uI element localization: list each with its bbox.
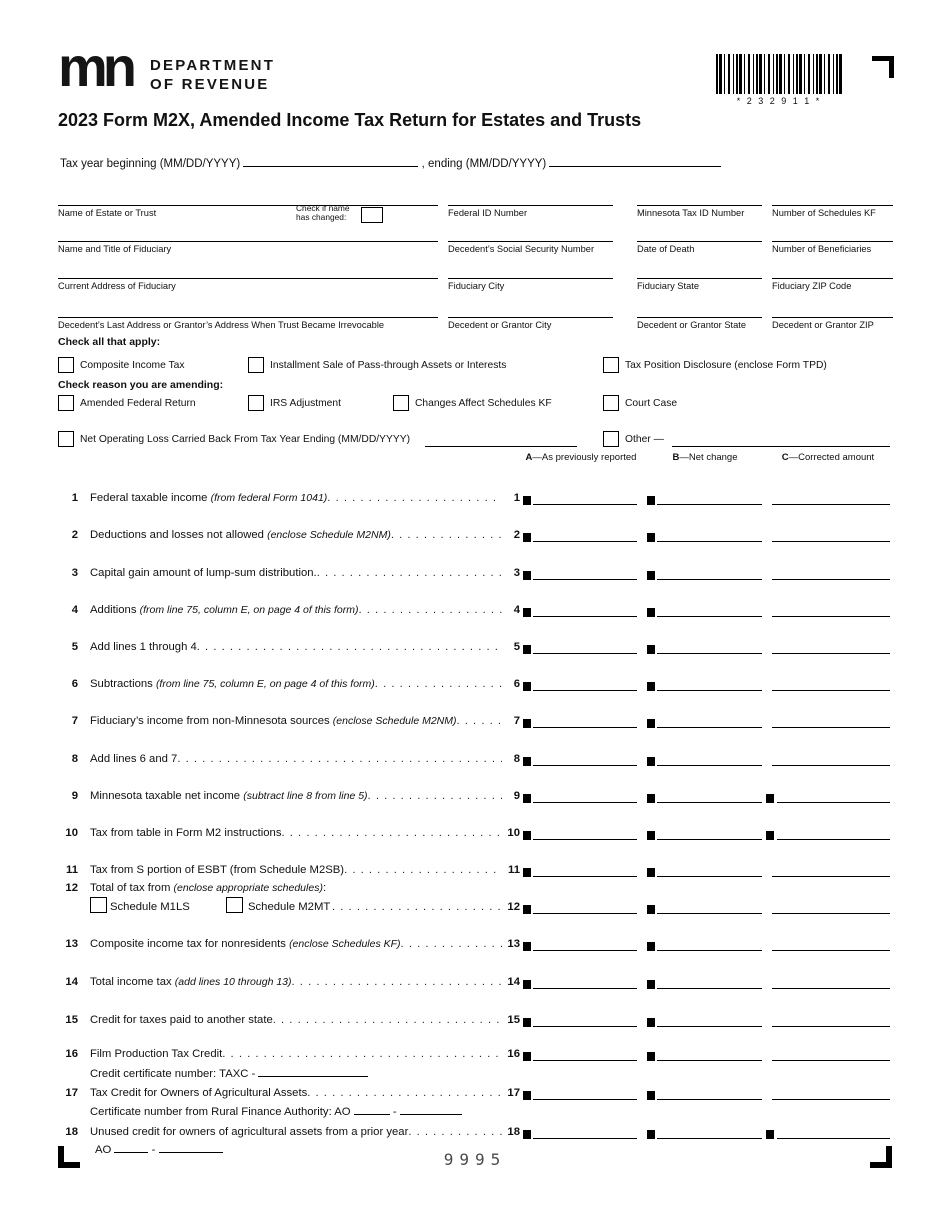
scan-square-a bbox=[523, 496, 531, 505]
scan-square-a bbox=[523, 980, 531, 989]
rural-finance-authority-label: Certificate number from Rural Finance Authority: AO bbox=[90, 1106, 351, 1118]
field-fiduciary-city[interactable] bbox=[448, 278, 613, 291]
checkbox-other[interactable] bbox=[603, 431, 619, 447]
form-line-4 bbox=[0, 602, 950, 618]
field-decedent-ssn[interactable] bbox=[448, 241, 613, 254]
checkbox-composite-income-tax[interactable] bbox=[58, 357, 74, 373]
amount-b-field[interactable] bbox=[657, 676, 762, 691]
column-header-c bbox=[764, 452, 892, 463]
scan-square-b bbox=[647, 1130, 655, 1139]
dotted-leader bbox=[222, 1046, 502, 1062]
field-number-schedules-kf[interactable] bbox=[772, 205, 893, 218]
line-description: Federal taxable income (from federal Form 1041) bbox=[90, 492, 328, 504]
scan-square-b bbox=[647, 942, 655, 951]
amount-c-field[interactable] bbox=[772, 565, 890, 580]
mn-logo: mn bbox=[58, 35, 132, 98]
scan-square-b bbox=[647, 1091, 655, 1100]
scan-square-a bbox=[523, 719, 531, 728]
amount-b-field[interactable] bbox=[657, 713, 762, 728]
dept-line1: DEPARTMENT bbox=[150, 57, 276, 74]
label-schedule-m1ls: Schedule M1LS bbox=[110, 901, 190, 913]
line-number: 17 bbox=[65, 1087, 78, 1099]
line-number: 4 bbox=[71, 604, 78, 616]
line-16-certificate-row bbox=[90, 1066, 368, 1082]
check-all-that-apply-heading: Check all that apply: bbox=[58, 336, 161, 348]
amount-a-field[interactable] bbox=[533, 974, 637, 989]
line-number: 2 bbox=[71, 529, 78, 541]
line-number-right: 17 bbox=[507, 1087, 520, 1099]
label-composite-income-tax: Composite Income Tax bbox=[80, 360, 185, 371]
scan-square-a bbox=[523, 942, 531, 951]
form-line-1 bbox=[0, 490, 950, 506]
line-number-right: 2 bbox=[513, 529, 520, 541]
scan-square-a bbox=[523, 1091, 531, 1100]
scan-square-b bbox=[647, 868, 655, 877]
field-fiduciary-zip[interactable] bbox=[772, 278, 893, 291]
check-if-name-line1: Check if name bbox=[296, 203, 350, 213]
amount-c-field[interactable] bbox=[777, 788, 890, 803]
amount-a-field[interactable] bbox=[533, 788, 637, 803]
scan-square-b bbox=[647, 645, 655, 654]
dotted-leader bbox=[197, 639, 502, 655]
field-label: Name of Estate or Trust bbox=[58, 208, 157, 218]
form-line-2 bbox=[0, 527, 950, 543]
column-header-b bbox=[645, 452, 765, 463]
line-number: 12 bbox=[65, 882, 78, 894]
amount-b-field[interactable] bbox=[657, 936, 762, 951]
amount-c-field[interactable] bbox=[772, 899, 890, 914]
line-number-right: 12 bbox=[507, 901, 520, 913]
checkbox-tax-position-disclosure[interactable] bbox=[603, 357, 619, 373]
scan-square-a bbox=[523, 905, 531, 914]
scan-square-a bbox=[523, 1130, 531, 1139]
reason-amending-heading: Check reason you are amending: bbox=[58, 379, 224, 391]
scan-square-a bbox=[523, 868, 531, 877]
line-number: 1 bbox=[71, 492, 78, 504]
label-installment-sale: Installment Sale of Pass-through Assets or Interests bbox=[270, 360, 507, 371]
amount-b-field[interactable] bbox=[657, 1046, 762, 1061]
scan-square-a bbox=[523, 757, 531, 766]
amount-c-field[interactable] bbox=[772, 1012, 890, 1027]
amount-b-field[interactable] bbox=[657, 1085, 762, 1100]
line-number-right: 5 bbox=[513, 641, 520, 653]
amount-a-field[interactable] bbox=[533, 713, 637, 728]
label-court-case: Court Case bbox=[625, 398, 678, 409]
dotted-leader bbox=[281, 825, 502, 841]
line-description: Add lines 1 through 4 bbox=[90, 641, 197, 653]
ao-number-input-1[interactable] bbox=[354, 1104, 390, 1115]
line-number: 3 bbox=[71, 567, 78, 579]
tax-year-beginning-input[interactable] bbox=[243, 155, 418, 167]
line-number-right: 15 bbox=[507, 1014, 520, 1026]
scan-square-a bbox=[523, 608, 531, 617]
field-label: Decedent’s Social Security Number bbox=[448, 244, 595, 254]
amount-b-field[interactable] bbox=[657, 565, 762, 580]
dash: - bbox=[392, 1106, 397, 1118]
amount-a-field[interactable] bbox=[533, 899, 637, 914]
form-line-16 bbox=[0, 1046, 950, 1062]
scan-square-a bbox=[523, 794, 531, 803]
field-label: Number of Schedules KF bbox=[772, 208, 876, 218]
amount-b-field[interactable] bbox=[657, 1012, 762, 1027]
line-number: 15 bbox=[65, 1014, 78, 1026]
dotted-leader bbox=[344, 862, 502, 878]
line-description: Film Production Tax Credit bbox=[90, 1048, 223, 1060]
scan-square-b bbox=[647, 682, 655, 691]
scan-square-a bbox=[523, 1052, 531, 1061]
scan-square-c bbox=[766, 831, 774, 840]
column-c-label: —Corrected amount bbox=[788, 452, 875, 463]
dotted-leader bbox=[317, 565, 502, 581]
scan-square-b bbox=[647, 980, 655, 989]
form-line-7 bbox=[0, 713, 950, 729]
field-label: Decedent or Grantor ZIP bbox=[772, 320, 874, 330]
amount-c-field[interactable] bbox=[772, 676, 890, 691]
dotted-leader bbox=[375, 676, 502, 692]
amount-c-field[interactable] bbox=[772, 1085, 890, 1100]
barcode bbox=[716, 54, 842, 94]
line-number: 14 bbox=[65, 976, 78, 988]
scan-square-a bbox=[523, 682, 531, 691]
field-label: Current Address of Fiduciary bbox=[58, 281, 176, 291]
field-label: Minnesota Tax ID Number bbox=[637, 208, 745, 218]
field-label: Decedent’s Last Address or Grantor’s Address When Trust Became Irrevocable bbox=[58, 320, 385, 330]
line-description: Additions (from line 75, column E, on page 4 of this form) bbox=[90, 604, 359, 616]
scan-square-b bbox=[647, 533, 655, 542]
label-tax-position-disclosure: Tax Position Disclosure (enclose Form TPD) bbox=[625, 360, 827, 371]
amount-c-field[interactable] bbox=[772, 527, 890, 542]
amount-a-field[interactable] bbox=[533, 527, 637, 542]
dotted-leader bbox=[307, 1085, 502, 1101]
line-description: Unused credit for owners of agricultural assets from a prior year bbox=[90, 1126, 409, 1138]
field-label: Fiduciary State bbox=[637, 281, 700, 291]
column-c-letter: C bbox=[781, 452, 789, 463]
scan-square-c bbox=[766, 794, 774, 803]
scan-square-b bbox=[647, 905, 655, 914]
field-label: Decedent or Grantor State bbox=[637, 320, 747, 330]
line-description: Fiduciary’s income from non-Minnesota sources (enclose Schedule M2NM) bbox=[90, 715, 457, 727]
line-number-right: 6 bbox=[513, 678, 520, 690]
dotted-leader bbox=[358, 602, 502, 618]
label-amended-federal-return: Amended Federal Return bbox=[80, 398, 196, 409]
field-label: Name and Title of Fiduciary bbox=[58, 244, 172, 254]
scan-square-b bbox=[647, 831, 655, 840]
line-description: Total income tax (add lines 10 through 13) bbox=[90, 976, 292, 988]
checkbox-net-operating-loss[interactable] bbox=[58, 431, 74, 447]
scanline-code: 9995 bbox=[443, 1150, 507, 1169]
amount-a-field[interactable] bbox=[533, 936, 637, 951]
line-number: 13 bbox=[65, 938, 78, 950]
line-description: Tax from table in Form M2 instructions bbox=[90, 827, 282, 839]
amount-a-field[interactable] bbox=[533, 1085, 637, 1100]
tax-year-ending-input[interactable] bbox=[549, 155, 721, 167]
scan-square-a bbox=[523, 533, 531, 542]
line-number-right: 10 bbox=[507, 827, 520, 839]
amount-c-field[interactable] bbox=[772, 862, 890, 877]
line-description: Minnesota taxable net income (subtract line 8 from line 5) bbox=[90, 790, 368, 802]
checkbox-name-changed[interactable] bbox=[361, 207, 383, 223]
form-line-12-text bbox=[0, 880, 950, 896]
tax-year-ending-label: , ending (MM/DD/YYYY) bbox=[421, 158, 547, 170]
amount-b-field[interactable] bbox=[657, 825, 762, 840]
ao-number-input-2[interactable] bbox=[400, 1104, 462, 1115]
amount-a-field[interactable] bbox=[533, 751, 637, 766]
amount-a-field[interactable] bbox=[533, 490, 637, 505]
registration-mark-top-right bbox=[872, 56, 894, 78]
line-number: 16 bbox=[65, 1048, 78, 1060]
scan-square-b bbox=[647, 1052, 655, 1061]
scan-square-b bbox=[647, 1018, 655, 1027]
field-label: Federal ID Number bbox=[448, 208, 528, 218]
form-line-14 bbox=[0, 974, 950, 990]
label-changes-affect-schedules-kf: Changes Affect Schedules KF bbox=[415, 398, 552, 409]
line-description: Credit for taxes paid to another state bbox=[90, 1014, 273, 1026]
tax-year-row bbox=[60, 155, 721, 170]
label-schedule-m2mt: Schedule M2MT bbox=[248, 901, 331, 913]
scan-square-c bbox=[766, 1130, 774, 1139]
scan-square-a bbox=[523, 645, 531, 654]
amount-a-field[interactable] bbox=[533, 862, 637, 877]
field-decedent-state[interactable] bbox=[637, 317, 762, 330]
amount-b-field[interactable] bbox=[657, 1124, 762, 1139]
amount-c-field[interactable] bbox=[772, 639, 890, 654]
amount-c-field[interactable] bbox=[772, 974, 890, 989]
line-number-right: 11 bbox=[508, 864, 520, 876]
amount-c-field[interactable] bbox=[772, 713, 890, 728]
form-line-5 bbox=[0, 639, 950, 655]
line-number: 10 bbox=[65, 827, 78, 839]
form-line-18 bbox=[0, 1124, 950, 1140]
dotted-leader bbox=[332, 899, 502, 915]
form-line-3 bbox=[0, 565, 950, 581]
column-header-a bbox=[520, 452, 642, 463]
checkbox-irs-adjustment[interactable] bbox=[248, 395, 264, 411]
field-number-beneficiaries[interactable] bbox=[772, 241, 893, 254]
field-label: Decedent or Grantor City bbox=[448, 320, 552, 330]
amount-a-field[interactable] bbox=[533, 1046, 637, 1061]
amount-a-field[interactable] bbox=[533, 602, 637, 617]
checkbox-changes-affect-schedules-kf[interactable] bbox=[393, 395, 409, 411]
amount-c-field[interactable] bbox=[772, 490, 890, 505]
dotted-leader bbox=[177, 751, 502, 767]
scan-square-a bbox=[523, 571, 531, 580]
line-description: Tax Credit for Owners of Agricultural Assets bbox=[90, 1087, 308, 1099]
line-description: Total of tax from (enclose appropriate schedules): bbox=[90, 882, 327, 894]
department-of-revenue-wordmark bbox=[150, 56, 275, 94]
line-number: 6 bbox=[71, 678, 78, 690]
label-net-operating-loss: Net Operating Loss Carried Back From Tax Year Ending (MM/DD/YYYY) bbox=[80, 434, 411, 445]
dept-line2: OF REVENUE bbox=[150, 76, 270, 93]
field-fiduciary-state[interactable] bbox=[637, 278, 762, 291]
scan-square-b bbox=[647, 757, 655, 766]
amount-a-field[interactable] bbox=[533, 1012, 637, 1027]
field-label: Number of Beneficiaries bbox=[772, 244, 872, 254]
dash: - bbox=[151, 1144, 156, 1156]
amount-c-field[interactable] bbox=[772, 936, 890, 951]
line-description: Deductions and losses not allowed (enclose Schedule M2NM) bbox=[90, 529, 391, 541]
nol-date-input[interactable] bbox=[425, 433, 577, 447]
amount-b-field[interactable] bbox=[657, 862, 762, 877]
line-description: Composite income tax for nonresidents (enclose Schedules KF) bbox=[90, 938, 401, 950]
amount-a-field[interactable] bbox=[533, 565, 637, 580]
scan-square-a bbox=[523, 831, 531, 840]
field-fiduciary-address[interactable] bbox=[58, 278, 438, 291]
form-line-15 bbox=[0, 1012, 950, 1028]
line-number-right: 9 bbox=[513, 790, 520, 802]
label-other: Other — bbox=[625, 434, 664, 445]
amount-b-field[interactable] bbox=[657, 639, 762, 654]
line-17-certificate-row bbox=[90, 1104, 462, 1120]
form-line-12-amounts bbox=[0, 899, 950, 915]
column-b-letter: B bbox=[672, 452, 680, 463]
line-number-right: 3 bbox=[513, 567, 520, 579]
amount-b-field[interactable] bbox=[657, 899, 762, 914]
scan-square-a bbox=[523, 1018, 531, 1027]
check-if-name-line2: has changed: bbox=[296, 212, 347, 222]
form-title: 2023 Form M2X, Amended Income Tax Return for Estates and Trusts bbox=[58, 110, 642, 130]
credit-certificate-input[interactable] bbox=[258, 1066, 368, 1077]
scan-square-b bbox=[647, 719, 655, 728]
line-description: Capital gain amount of lump-sum distribution. bbox=[90, 567, 317, 579]
amount-b-field[interactable] bbox=[657, 974, 762, 989]
field-federal-id[interactable] bbox=[448, 205, 613, 218]
form-line-10 bbox=[0, 825, 950, 841]
checkbox-installment-sale[interactable] bbox=[248, 357, 264, 373]
amount-b-field[interactable] bbox=[657, 751, 762, 766]
amount-c-field[interactable] bbox=[777, 1124, 890, 1139]
line-number: 11 bbox=[66, 864, 78, 876]
field-date-of-death[interactable] bbox=[637, 241, 762, 254]
amount-a-field[interactable] bbox=[533, 676, 637, 691]
line-number-right: 4 bbox=[513, 604, 520, 616]
scan-square-b bbox=[647, 608, 655, 617]
dotted-leader bbox=[292, 974, 502, 990]
amount-a-field[interactable] bbox=[533, 639, 637, 654]
line-number: 8 bbox=[71, 753, 78, 765]
column-a-letter: A bbox=[525, 452, 533, 463]
field-decedent-zip[interactable] bbox=[772, 317, 893, 330]
checkbox-schedule-m2mt[interactable] bbox=[226, 897, 243, 913]
tax-year-beginning-label: Tax year beginning (MM/DD/YYYY) bbox=[60, 158, 241, 170]
barcode-text: * 2 3 2 9 1 1 * bbox=[736, 96, 822, 106]
form-line-9 bbox=[0, 788, 950, 804]
amount-c-field[interactable] bbox=[772, 602, 890, 617]
amount-b-field[interactable] bbox=[657, 490, 762, 505]
checkbox-amended-federal-return[interactable] bbox=[58, 395, 74, 411]
line-number-right: 1 bbox=[513, 492, 520, 504]
dotted-leader bbox=[368, 788, 502, 804]
scan-square-b bbox=[647, 794, 655, 803]
field-label: Fiduciary City bbox=[448, 281, 505, 291]
line-description: Add lines 6 and 7 bbox=[90, 753, 178, 765]
line-number: 7 bbox=[71, 715, 78, 727]
line-number: 18 bbox=[65, 1126, 78, 1138]
line-number-right: 7 bbox=[513, 715, 520, 727]
amount-b-field[interactable] bbox=[657, 602, 762, 617]
form-line-8 bbox=[0, 751, 950, 767]
form-line-17 bbox=[0, 1085, 950, 1101]
line-number-right: 16 bbox=[507, 1048, 520, 1060]
line-description: Tax from S portion of ESBT (from Schedule M2SB) bbox=[90, 864, 345, 876]
form-line-6 bbox=[0, 676, 950, 692]
line-number: 9 bbox=[71, 790, 78, 802]
line-number-right: 14 bbox=[507, 976, 520, 988]
column-a-label: —As previously reported bbox=[532, 452, 637, 463]
dotted-leader bbox=[408, 1124, 502, 1140]
amount-c-field[interactable] bbox=[777, 825, 890, 840]
dotted-leader bbox=[391, 527, 502, 543]
amount-c-field[interactable] bbox=[772, 751, 890, 766]
dotted-leader bbox=[273, 1012, 502, 1028]
scan-square-b bbox=[647, 571, 655, 580]
ao-label: AO bbox=[95, 1144, 112, 1156]
line-description: Subtractions (from line 75, column E, on page 4 of this form) bbox=[90, 678, 375, 690]
line-number-right: 8 bbox=[513, 753, 520, 765]
amount-a-field[interactable] bbox=[533, 1124, 637, 1139]
field-label: Fiduciary ZIP Code bbox=[772, 281, 852, 291]
form-line-13 bbox=[0, 936, 950, 952]
scan-square-b bbox=[647, 496, 655, 505]
dotted-leader bbox=[327, 490, 502, 506]
field-fiduciary-name-title[interactable] bbox=[58, 241, 438, 254]
checkbox-schedule-m1ls[interactable] bbox=[90, 897, 107, 913]
label-irs-adjustment: IRS Adjustment bbox=[270, 398, 341, 409]
other-input[interactable] bbox=[672, 433, 890, 447]
line-number-right: 18 bbox=[507, 1126, 520, 1138]
column-b-label: —Net change bbox=[679, 452, 738, 463]
form-line-11 bbox=[0, 862, 950, 878]
line-number-right: 13 bbox=[507, 938, 520, 950]
amount-b-field[interactable] bbox=[657, 788, 762, 803]
dotted-leader bbox=[401, 936, 502, 952]
credit-certificate-label: Credit certificate number: TAXC - bbox=[90, 1068, 256, 1080]
field-label: Date of Death bbox=[637, 244, 695, 254]
check-if-name-changed-label bbox=[296, 204, 350, 222]
amount-c-field[interactable] bbox=[772, 1046, 890, 1061]
field-decedent-city[interactable] bbox=[448, 317, 613, 330]
field-mn-tax-id[interactable] bbox=[637, 205, 762, 218]
amount-b-field[interactable] bbox=[657, 527, 762, 542]
amount-a-field[interactable] bbox=[533, 825, 637, 840]
field-decedent-address[interactable] bbox=[58, 317, 438, 330]
line-number: 5 bbox=[71, 641, 78, 653]
checkbox-court-case[interactable] bbox=[603, 395, 619, 411]
